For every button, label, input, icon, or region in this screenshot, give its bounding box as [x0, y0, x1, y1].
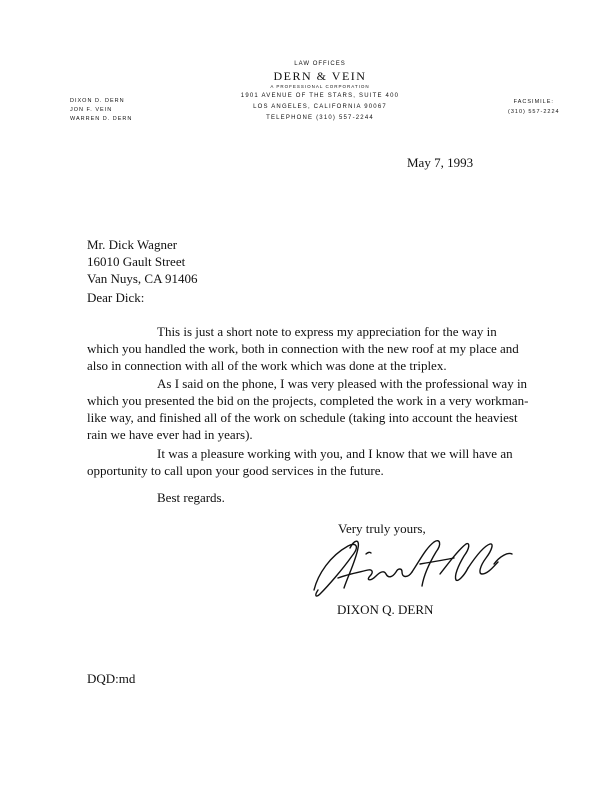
- paragraph-line: which you presented the bid on the projects, completed the work in a very workman-: [87, 393, 529, 408]
- letterhead: [210, 60, 430, 124]
- firm-address-line1: 1901 AVENUE OF THE STARS, SUITE 400: [240, 93, 400, 99]
- signer-name: DIXON Q. DERN: [337, 602, 434, 617]
- firm-name: DERN & VEIN: [273, 69, 367, 83]
- addressee-name: Mr. Dick Wagner: [87, 237, 178, 252]
- paragraph-line: opportunity to call upon your good services in the future.: [87, 463, 384, 478]
- paragraph-line: As I said on the phone, I was very pleased with the professional way in: [157, 376, 528, 391]
- salutation: Dear Dick:: [87, 290, 145, 305]
- addressee-city: Van Nuys, CA 91406: [87, 271, 198, 286]
- partner-name: WARREN D. DERN: [70, 116, 133, 122]
- letter-date: May 7, 1993: [407, 155, 474, 170]
- addressee-block: [87, 236, 198, 287]
- partner-list: [70, 97, 132, 124]
- paragraph-line: This is just a short note to express my appreciation for the way in: [157, 324, 497, 339]
- body-paragraph-3: [87, 445, 527, 479]
- facsimile-label: FACSIMILE:: [513, 99, 554, 105]
- facsimile-number: (310) 557-2224: [508, 109, 560, 115]
- partner-name: JON F. VEIN: [70, 107, 113, 113]
- typist-initials: DQD:md: [87, 671, 136, 686]
- letterhead-label: LAW OFFICES: [294, 61, 346, 67]
- paragraph-line: which you handled the work, both in connection with the new roof at my place and: [87, 341, 519, 356]
- paragraph-line: rain we have ever had in years).: [87, 427, 253, 442]
- body-paragraph-1: [87, 323, 527, 374]
- firm-address-line2: LOS ANGELES, CALIFORNIA 90067: [253, 104, 387, 110]
- partner-name: DIXON D. DERN: [70, 98, 125, 104]
- handwritten-signature: [308, 534, 523, 606]
- addressee-street: 16010 Gault Street: [87, 254, 186, 269]
- facsimile-block: [508, 97, 560, 117]
- closing: Very truly yours,: [338, 521, 426, 536]
- paragraph-line: also in connection with all of the work which was done at the triplex.: [87, 358, 447, 373]
- paragraph-line: It was a pleasure working with you, and I know that we will have an: [157, 446, 513, 461]
- firm-corporation: A PROFESSIONAL CORPORATION: [270, 84, 370, 89]
- body-paragraph-2: [87, 375, 527, 443]
- paragraph-line: like way, and finished all of the work on schedule (taking into account the heaviest: [87, 410, 518, 425]
- firm-telephone: TELEPHONE (310) 557-2244: [266, 115, 374, 121]
- best-regards: Best regards.: [157, 490, 225, 505]
